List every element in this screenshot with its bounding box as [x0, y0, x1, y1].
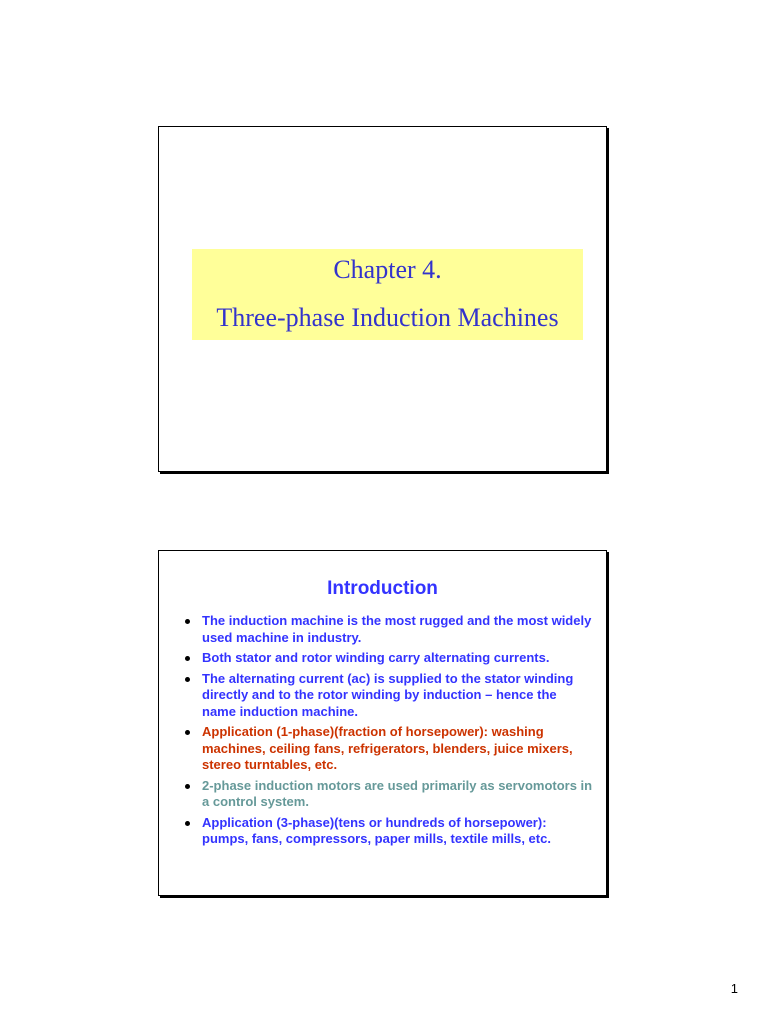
bullet-item: [183, 650, 593, 667]
title-highlight-box: [192, 249, 583, 340]
bullet-text: Application (3-phase)(tens or hundreds of horsepower): pumps, fans, compressors, paper mills, textile mills, etc.: [202, 814, 551, 846]
bullet-text: The alternating current (ac) is supplied to the stator winding directly and to the rotor winding by induction – hence the name induction machine.: [202, 670, 574, 719]
bullet-text: Both stator and rotor winding carry alternating currents.: [202, 650, 550, 665]
bullet-text: Application (1-phase)(fraction of horsepower): washing machines, ceiling fans, refrigerators, blenders, juice mixers, stereo turntables, etc.: [202, 724, 573, 772]
chapter-number: Chapter 4.: [333, 255, 442, 284]
bullet-item: [183, 815, 593, 848]
bullet-dot-icon: [185, 730, 190, 735]
slide-heading: Introduction: [327, 578, 438, 599]
bullet-dot-icon: [185, 821, 190, 826]
bullet-item: [183, 724, 593, 774]
bullet-item: [183, 671, 593, 721]
slide-title: [158, 126, 607, 472]
bullet-item: [183, 613, 593, 646]
chapter-title: Three-phase Induction Machines: [216, 303, 559, 332]
page-number: 1: [730, 981, 738, 996]
slide-introduction: [158, 550, 607, 896]
bullet-dot-icon: [185, 619, 190, 624]
bullet-dot-icon: [185, 656, 190, 661]
bullet-list: [183, 613, 593, 852]
bullet-dot-icon: [185, 677, 190, 682]
bullet-text: The induction machine is the most rugged and the most widely used machine in industry.: [202, 613, 592, 645]
bullet-dot-icon: [185, 784, 190, 789]
bullet-text: 2-phase induction motors are used primarily as servomotors in a control system.: [202, 777, 593, 809]
bullet-item: [183, 778, 593, 811]
